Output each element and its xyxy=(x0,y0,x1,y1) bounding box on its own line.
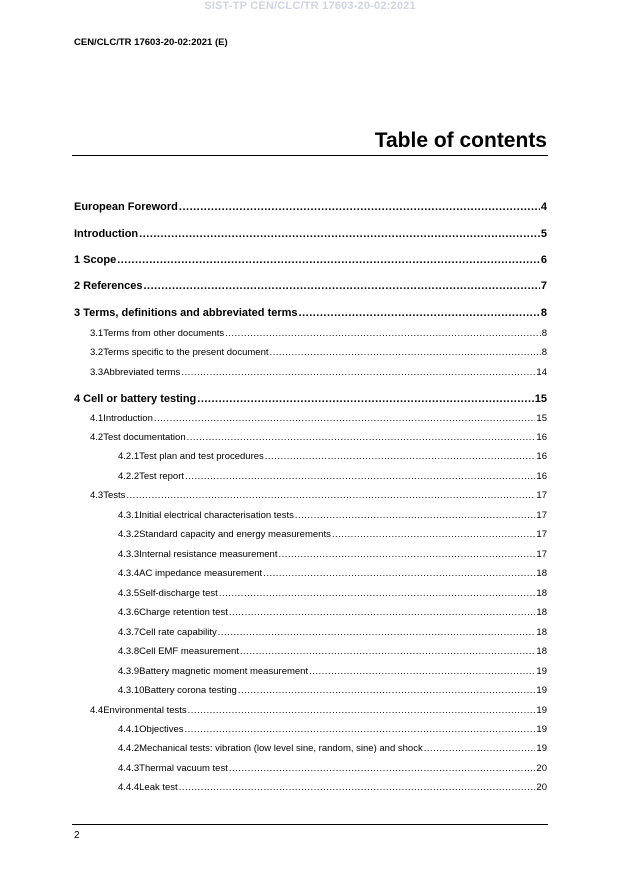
watermark: SIST-TP CEN/CLC/TR 17603-20-02:2021 xyxy=(204,0,416,12)
toc-leader-dots xyxy=(238,685,536,696)
toc-entry-title: AC impedance measurement xyxy=(139,568,263,579)
toc-leader-dots xyxy=(309,666,535,677)
toc-entry-number: 3.2 xyxy=(90,347,104,358)
toc-leader-dots xyxy=(181,367,535,378)
toc-entry-page: 19 xyxy=(536,666,547,677)
toc-entry-page: 16 xyxy=(536,471,547,482)
toc-entry-number: 4.2.2 xyxy=(118,471,140,482)
toc-entry-number: 3.1 xyxy=(90,328,104,339)
toc-leader-dots xyxy=(185,724,536,735)
toc-entry-page: 19 xyxy=(536,724,547,735)
toc-entry-number: 4.3.7 xyxy=(118,627,140,638)
toc-entry-page: 17 xyxy=(536,529,547,540)
toc-entry-title: Test report xyxy=(139,471,185,482)
toc-entry-page: 6 xyxy=(540,254,547,266)
toc-entry-title: 4 Cell or battery testing xyxy=(74,393,197,405)
toc-entry-title: Initial electrical characterisation tests xyxy=(139,510,294,521)
toc-entry-page: 8 xyxy=(541,347,547,358)
toc-entry-title: Terms from other documents xyxy=(103,328,225,339)
toc-leader-dots xyxy=(332,529,536,540)
toc-leader-dots xyxy=(154,413,536,424)
toc-entry-page: 19 xyxy=(536,685,547,696)
toc-leader-dots xyxy=(240,646,536,657)
footer-divider xyxy=(72,824,548,825)
toc-entry-page: 5 xyxy=(540,228,547,240)
toc-entry-page: 18 xyxy=(536,588,547,599)
toc-entry-title: Objectives xyxy=(139,724,184,735)
toc-entry-number: 4.3.4 xyxy=(118,568,140,579)
toc-entry-title: Introduction xyxy=(74,228,139,240)
toc-leader-dots xyxy=(126,490,535,501)
toc-entry-title: Charge retention test xyxy=(139,607,228,618)
toc-entry-title: Battery magnetic moment measurement xyxy=(139,666,309,677)
toc-leader-dots xyxy=(139,228,540,240)
toc-entry-title: Test documentation xyxy=(103,432,186,443)
toc-entry-title: 1 Scope xyxy=(74,254,117,266)
toc-leader-dots xyxy=(299,307,540,319)
toc-leader-dots xyxy=(179,782,536,793)
toc-leader-dots xyxy=(188,705,536,716)
toc-entry-number: 4.4.1 xyxy=(118,724,140,735)
toc-entry-title: Tests xyxy=(103,490,126,501)
toc-entry-number: 4.4.3 xyxy=(118,763,140,774)
toc-entry-title: Internal resistance measurement xyxy=(139,549,278,560)
toc-entry-page: 8 xyxy=(541,328,547,339)
toc-entry-title: 3 Terms, definitions and abbreviated terms xyxy=(74,307,298,319)
toc-entry-number: 4.3.3 xyxy=(118,549,140,560)
toc-entry-title: Battery corona testing xyxy=(144,685,237,696)
toc-entry-title: Self-discharge test xyxy=(139,588,218,599)
toc-leader-dots xyxy=(265,451,536,462)
toc-entry-number: 4.4 xyxy=(90,705,104,716)
toc-entry-title: 2 References xyxy=(74,280,143,292)
toc-leader-dots xyxy=(185,471,535,482)
toc-entry-page: 18 xyxy=(536,607,547,618)
toc-leader-dots xyxy=(179,201,540,213)
toc-entry-number: 4.3.1 xyxy=(118,510,140,521)
page-number: 2 xyxy=(74,830,80,841)
toc-entry-page: 19 xyxy=(536,705,547,716)
toc-entry-number: 4.3.10 xyxy=(118,685,145,696)
toc-entry-title: Cell EMF measurement xyxy=(139,646,239,657)
toc-entry-number: 4.3.8 xyxy=(118,646,140,657)
toc-entry-title: Environmental tests xyxy=(103,705,187,716)
toc-entry-title: Mechanical tests: vibration (low level sine, random, sine) and shock xyxy=(139,743,423,754)
toc-entry-number: 4.3 xyxy=(90,490,104,501)
toc-entry-title: Cell rate capability xyxy=(139,627,217,638)
toc-entry-page: 18 xyxy=(536,646,547,657)
toc-leader-dots xyxy=(263,568,535,579)
toc-entry-title: Standard capacity and energy measurements xyxy=(139,529,331,540)
toc-entry-page: 20 xyxy=(536,782,547,793)
toc-leader-dots xyxy=(295,510,536,521)
toc-entry-number: 4.1 xyxy=(90,413,104,424)
toc-leader-dots xyxy=(117,254,540,266)
page-title: Table of contents xyxy=(374,129,547,152)
toc-leader-dots xyxy=(424,743,536,754)
toc-leader-dots xyxy=(197,393,533,405)
toc-leader-dots xyxy=(278,549,535,560)
toc-entry-page: 7 xyxy=(540,280,547,292)
toc-entry-page: 15 xyxy=(534,393,547,405)
document-id-header: CEN/CLC/TR 17603-20-02:2021 (E) xyxy=(74,37,228,48)
toc-entry-number: 4.3.6 xyxy=(118,607,140,618)
toc-entry-title: Terms specific to the present document xyxy=(103,347,269,358)
toc-entry-number: 4.4.2 xyxy=(118,743,140,754)
toc-entry-number: 4.4.4 xyxy=(118,782,140,793)
toc-leader-dots xyxy=(219,588,536,599)
toc-entry-page: 19 xyxy=(536,743,547,754)
toc-entry-page: 18 xyxy=(536,568,547,579)
toc-entry-page: 17 xyxy=(536,549,547,560)
toc-leader-dots xyxy=(229,607,536,618)
toc-entry-number: 4.2.1 xyxy=(118,451,140,462)
toc-entry-page: 8 xyxy=(540,307,547,319)
toc-leader-dots xyxy=(187,432,536,443)
toc-leader-dots xyxy=(270,347,541,358)
toc-entry-title: Introduction xyxy=(103,413,153,424)
toc-leader-dots xyxy=(218,627,536,638)
toc-entry-title: European Foreword xyxy=(74,201,178,213)
toc-entry-page: 15 xyxy=(536,413,547,424)
toc-entry-page: 18 xyxy=(536,627,547,638)
toc-entry-number: 4.3.5 xyxy=(118,588,140,599)
toc-entry-title: Leak test xyxy=(139,782,178,793)
toc-entry-number: 3.3 xyxy=(90,367,104,378)
toc-entry-title: Thermal vacuum test xyxy=(139,763,228,774)
toc-entry-title: Test plan and test procedures xyxy=(139,451,264,462)
toc-entry-page: 4 xyxy=(540,201,547,213)
toc-entry-page: 20 xyxy=(536,763,547,774)
toc-entry-page: 17 xyxy=(536,510,547,521)
toc-entry-number: 4.2 xyxy=(90,432,104,443)
toc-entry-page: 17 xyxy=(536,490,547,501)
toc-leader-dots xyxy=(229,763,536,774)
toc-entry-page: 16 xyxy=(536,451,547,462)
toc-leader-dots xyxy=(225,328,541,339)
toc-entry-number: 4.3.2 xyxy=(118,529,140,540)
toc-entry-title: Abbreviated terms xyxy=(103,367,181,378)
toc-entry-number: 4.3.9 xyxy=(118,666,140,677)
toc-leader-dots xyxy=(144,280,540,292)
toc-entry-page: 16 xyxy=(536,432,547,443)
toc-entry-page: 14 xyxy=(536,367,547,378)
